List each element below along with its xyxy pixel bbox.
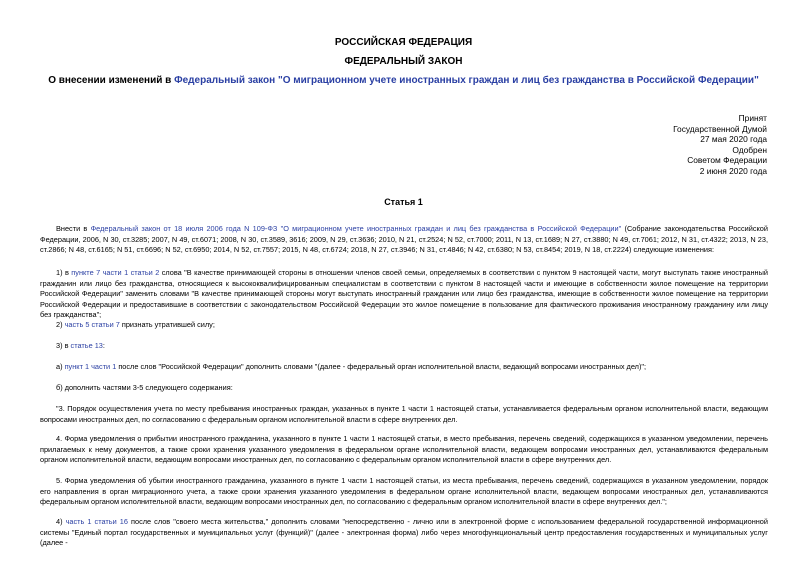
article-title: Статья 1: [384, 197, 423, 207]
adoption-line: Принят: [738, 113, 767, 123]
paragraph-text: а): [56, 362, 65, 371]
law-title: [0, 75, 807, 87]
law-title-link[interactable]: Федеральный закон "О миграционном учете иностранных граждан и лиц без гражданства в Российской Федерации": [174, 75, 759, 86]
paragraph-text: признать утратившей силу;: [119, 320, 215, 329]
paragraph-item-4: [40, 517, 768, 549]
paragraph-intro: [40, 224, 768, 256]
paragraph-part-3: "3. Порядок осуществления учета по месту пребывания иностранных граждан, указанных в пункте 1 части 1 настоящей статьи, устанавливается федеральным органом исполнительной власти, ведающим вопросами иностранных дел, по согласованию с федеральным органом исполнительной власти в сфере внутренних дел.: [40, 404, 768, 424]
paragraph-text: слова "В качестве принимающей стороны в отношении членов своей семьи, определяемых в соответствии с пунктом 9 настоящей части, могут выступать также иностранный гражданин или лицо без гражданства, относящиеся к высококвалифицированным специалистам в соответствии с пунктом 8 настоящей части и имеющие в собственности жилое помещение на территории Российской Федерации" заменить словами "В качестве принимающей стороны могут выступать иностранный гражданин или лицо без гражданства, имеющие в собственности жилое помещение на территории Российской Федерации и предоставившие в соответствии с законодательством Российской Федерации это жилое помещение в пользование для фактического проживания иностранному гражданину или лицу без гражданства";: [40, 268, 768, 320]
adoption-line: Советом Федерации: [687, 155, 767, 166]
law-title-prefix: О внесении изменений в: [48, 75, 175, 86]
paragraph-text: после слов "своего места жительства," дополнить словами "непосредственно - лично или в электронной форме с использованием федеральной государственной информационной системы "Единый портал государственных и муниципальных услуг (функций)" (далее - электронная форма) либо через многофункциональный центр предоставления государственных и муниципальных услуг (далее -: [40, 517, 768, 548]
paragraph-text: 2): [56, 320, 65, 329]
adoption-line: Государственной Думой: [673, 123, 767, 134]
adoption-info: [673, 113, 767, 177]
paragraph-item-3a: [40, 362, 768, 373]
clause-reference-link[interactable]: пункте 7 части 1 статьи 2: [71, 268, 160, 277]
paragraph-item-1: [40, 268, 768, 321]
paragraph-text: после слов "Российской Федерации" дополнить словами "(далее - федеральный орган исполнительной власти, ведающий вопросами иностранных дел)";: [116, 362, 647, 371]
paragraph-text: (Собрание законодательства Российской Федерации, 2006, N 30, ст.3285; 2007, N 49, ст.6071; 2008, N 30, ст.3589, 3616; 2009, N 29, ст.3636; 2010, N 21, ст.2524; N 52, ст.7000; 2011, N 13, ст.1689; N 27, ст.3880; N 49, ст.7061; 2012, N 31, ст.4322; 2013, N 23, ст.2866; N 48, ст.6165; N 51, ст.6696; N 52, ст.6950; 2014, N 52, ст.7557; 2015, N 48, ст.6724; 2018, N 27, ст.3946; N 31, ст.4846; N 42, ст.6380; N 53, ст.8454; 2019, N 18, ст.2224) следующие изменения:: [40, 224, 768, 255]
clause-reference-link[interactable]: пункт 1 части 1: [64, 362, 117, 371]
paragraph-item-2: [40, 320, 768, 331]
law-type-heading: ФЕДЕРАЛЬНЫЙ ЗАКОН: [344, 56, 463, 67]
paragraph-item-3: [40, 341, 768, 352]
law-reference-link[interactable]: Федеральный закон от 18 июля 2006 года N 109-ФЗ "О миграционном учете иностранных граждан и лиц без гражданства в Российской Федерации": [90, 224, 622, 233]
clause-reference-link[interactable]: часть 1 статьи 16: [65, 517, 128, 526]
clause-reference-link[interactable]: часть 5 статьи 7: [64, 320, 120, 329]
paragraph-text: 4): [56, 517, 66, 526]
paragraph-text: Внести в: [56, 224, 91, 233]
clause-reference-link[interactable]: статье 13: [70, 341, 103, 350]
paragraph-item-3b: б) дополнить частями 3-5 следующего содержания:: [56, 383, 233, 392]
paragraph-part-4: 4. Форма уведомления о прибытии иностранного гражданина, указанного в пункте 1 части 1 настоящей статьи, в место пребывания, перечень сведений, содержащихся в указанном уведомлении, перечень прилагаемых к нему документов, а также сроки хранения указанного уведомления в федеральном органе исполнительной власти, ведающем вопросами иностранных дел, устанавливаются федеральным органом исполнительной власти, ведающим вопросами иностранных дел, по согласованию с федеральным органом исполнительной власти в сфере внутренних дел.: [40, 434, 768, 465]
adoption-line: 2 июня 2020 года: [699, 165, 767, 176]
paragraph-text: 3) в: [56, 341, 71, 350]
country-heading: РОССИЙСКАЯ ФЕДЕРАЦИЯ: [334, 37, 473, 48]
paragraph-text: 1) в: [56, 268, 72, 277]
paragraph-text: :: [102, 341, 105, 350]
adoption-line: Одобрен: [732, 144, 767, 155]
adoption-line: 27 мая 2020 года: [700, 134, 767, 145]
paragraph-part-5: 5. Форма уведомления об убытии иностранного гражданина, указанного в пункте 1 части 1 настоящей статьи, из места пребывания, перечень сведений, содержащихся в указанном уведомлении, порядок его направления в орган миграционного учета, а также сроки хранения указанного уведомления в федеральном органе исполнительной власти, ведающем вопросами иностранных дел, устанавливаются федеральным органом исполнительной власти, ведающим вопросами иностранных дел, по согласованию с федеральным органом исполнительной власти в сфере внутренних дел.";: [40, 476, 768, 507]
